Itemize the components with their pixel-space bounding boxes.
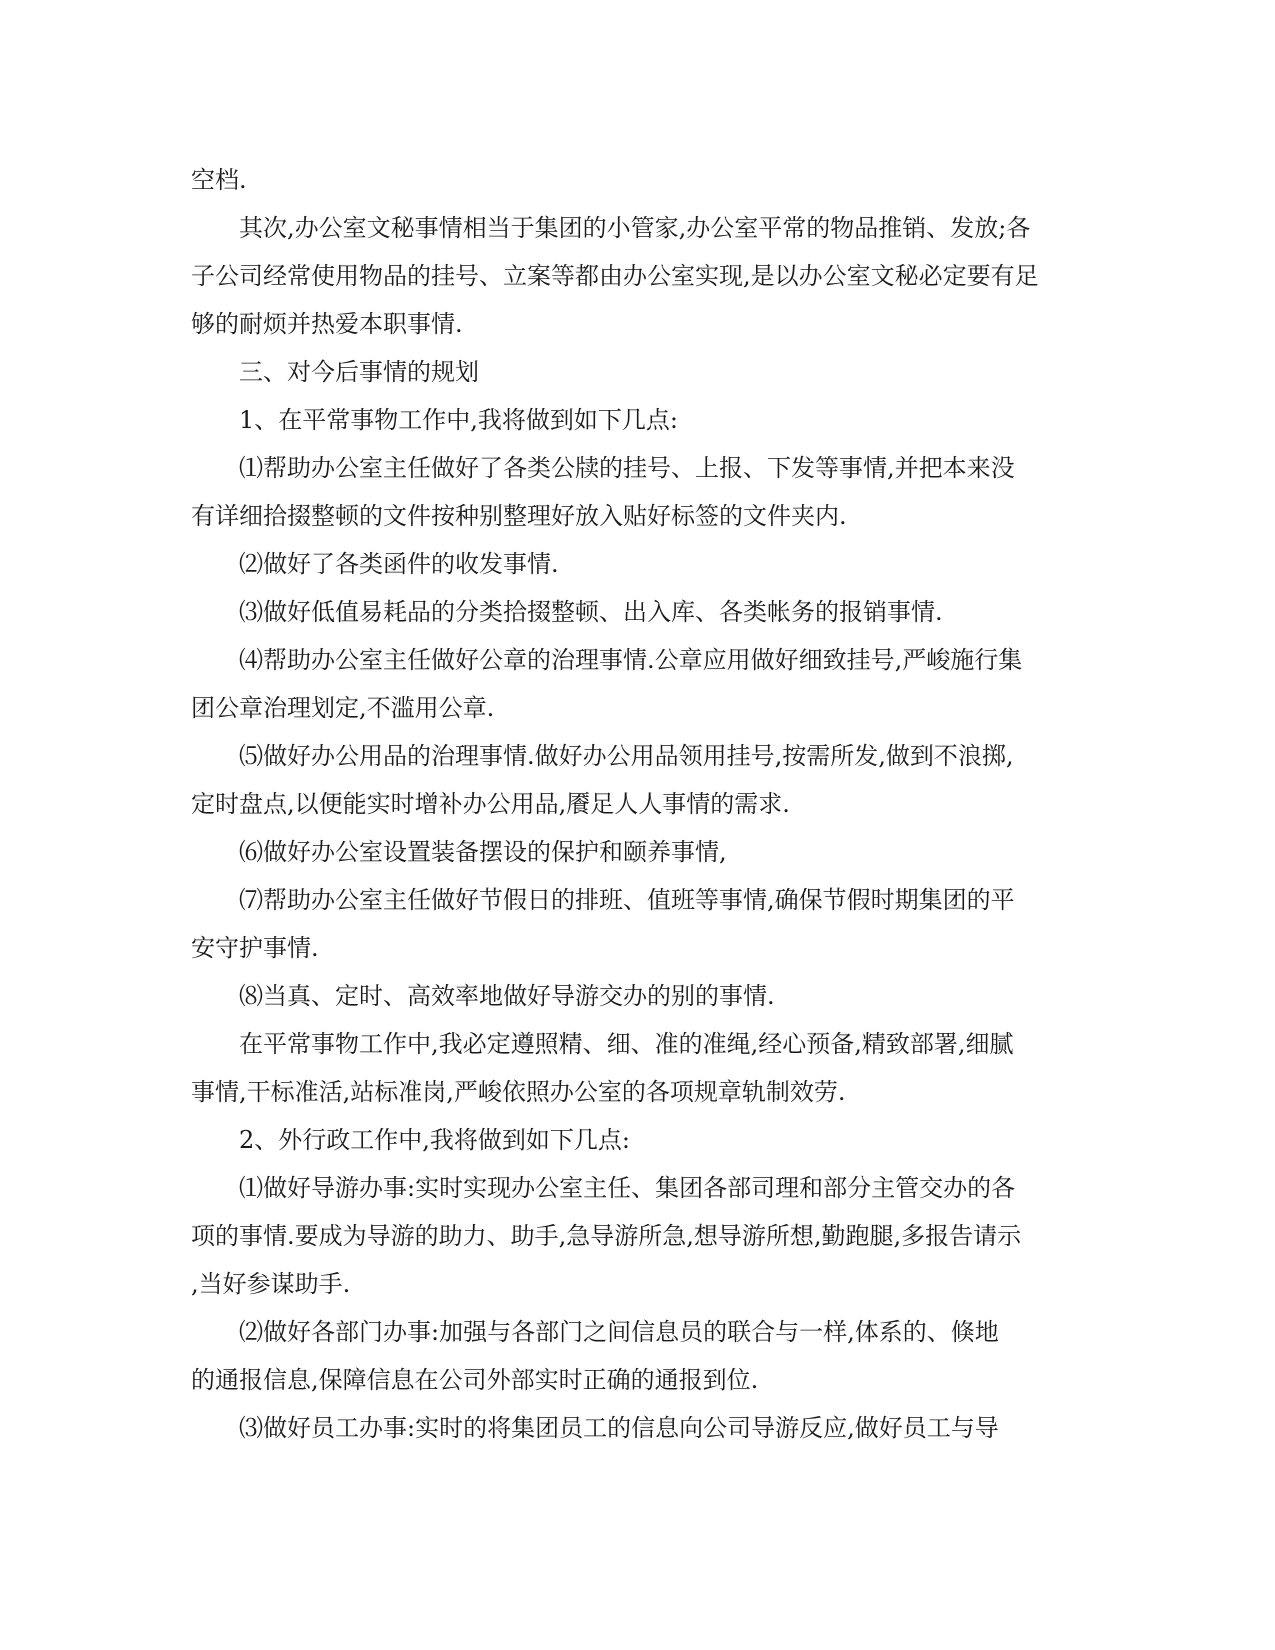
text-line: ⑴帮助办公室主任做好了各类公牍的挂号、上报、下发等事情,并把本来没 — [239, 454, 1015, 482]
text-line: ⑷帮助办公室主任做好公章的治理事情.公章应用做好细致挂号,严峻施行集 — [239, 646, 1023, 674]
text-line: 三、对今后事情的规划 — [239, 358, 479, 386]
text-line: 在平常事物工作中,我必定遵照精、细、准的准绳,经心预备,精致部署,细腻 — [239, 1030, 1014, 1058]
text-line: 事情,干标准活,站标准岗,严峻依照办公室的各项规章轨制效劳. — [191, 1078, 846, 1106]
text-line: ⑹做好办公室设置装备摆设的保护和颐养事情, — [239, 838, 727, 866]
text-line: ⑻当真、定时、高效率地做好导游交办的别的事情. — [239, 982, 775, 1010]
text-line: ,当好参谋助手. — [191, 1270, 351, 1298]
document-body — [191, 156, 1071, 1452]
text-line: ⑺帮助办公室主任做好节假日的排班、值班等事情,确保节假时期集团的平 — [239, 886, 1015, 914]
text-line: 团公章治理划定,不滥用公章. — [191, 694, 495, 722]
text-line: ⑶做好低值易耗品的分类拾掇整顿、出入库、各类帐务的报销事情. — [239, 598, 943, 626]
text-line: ⑵做好了各类函件的收发事情. — [239, 550, 559, 578]
text-line: 其次,办公室文秘事情相当于集团的小管家,办公室平常的物品推销、发放;各 — [239, 214, 1031, 242]
text-line: 子公司经常使用物品的挂号、立案等都由办公室实现,是以办公室文秘必定要有足 — [191, 262, 1039, 290]
text-line: 够的耐烦并热爱本职事情. — [191, 310, 463, 338]
text-line: 的通报信息,保障信息在公司外部实时正确的通报到位. — [191, 1366, 759, 1394]
text-line: 安守护事情. — [191, 934, 319, 962]
text-line: ⑴做好导游办事:实时实现办公室主任、集团各部司理和部分主管交办的各 — [239, 1174, 1016, 1202]
text-line: ⑸做好办公用品的治理事情.做好办公用品领用挂号,按需所发,做到不浪掷, — [239, 742, 1014, 770]
text-line: 项的事情.要成为导游的助力、助手,急导游所急,想导游所想,勤跑腿,多报告请示 — [191, 1222, 1022, 1250]
text-line: ⑶做好员工办事:实时的将集团员工的信息向公司导游反应,做好员工与导 — [239, 1414, 999, 1442]
text-line: 2、外行政工作中,我将做到如下几点: — [239, 1126, 630, 1154]
text-line: 空档. — [191, 166, 247, 194]
text-line: 有详细拾掇整顿的文件按种别整理好放入贴好标签的文件夹内. — [191, 502, 847, 530]
text-line: ⑵做好各部门办事:加强与各部门之间信息员的联合与一样,体系的、倏地 — [239, 1318, 999, 1346]
text-line: 1、在平常事物工作中,我将做到如下几点: — [239, 406, 678, 434]
text-line: 定时盘点,以便能实时增补办公用品,餍足人人事情的需求. — [191, 790, 790, 818]
